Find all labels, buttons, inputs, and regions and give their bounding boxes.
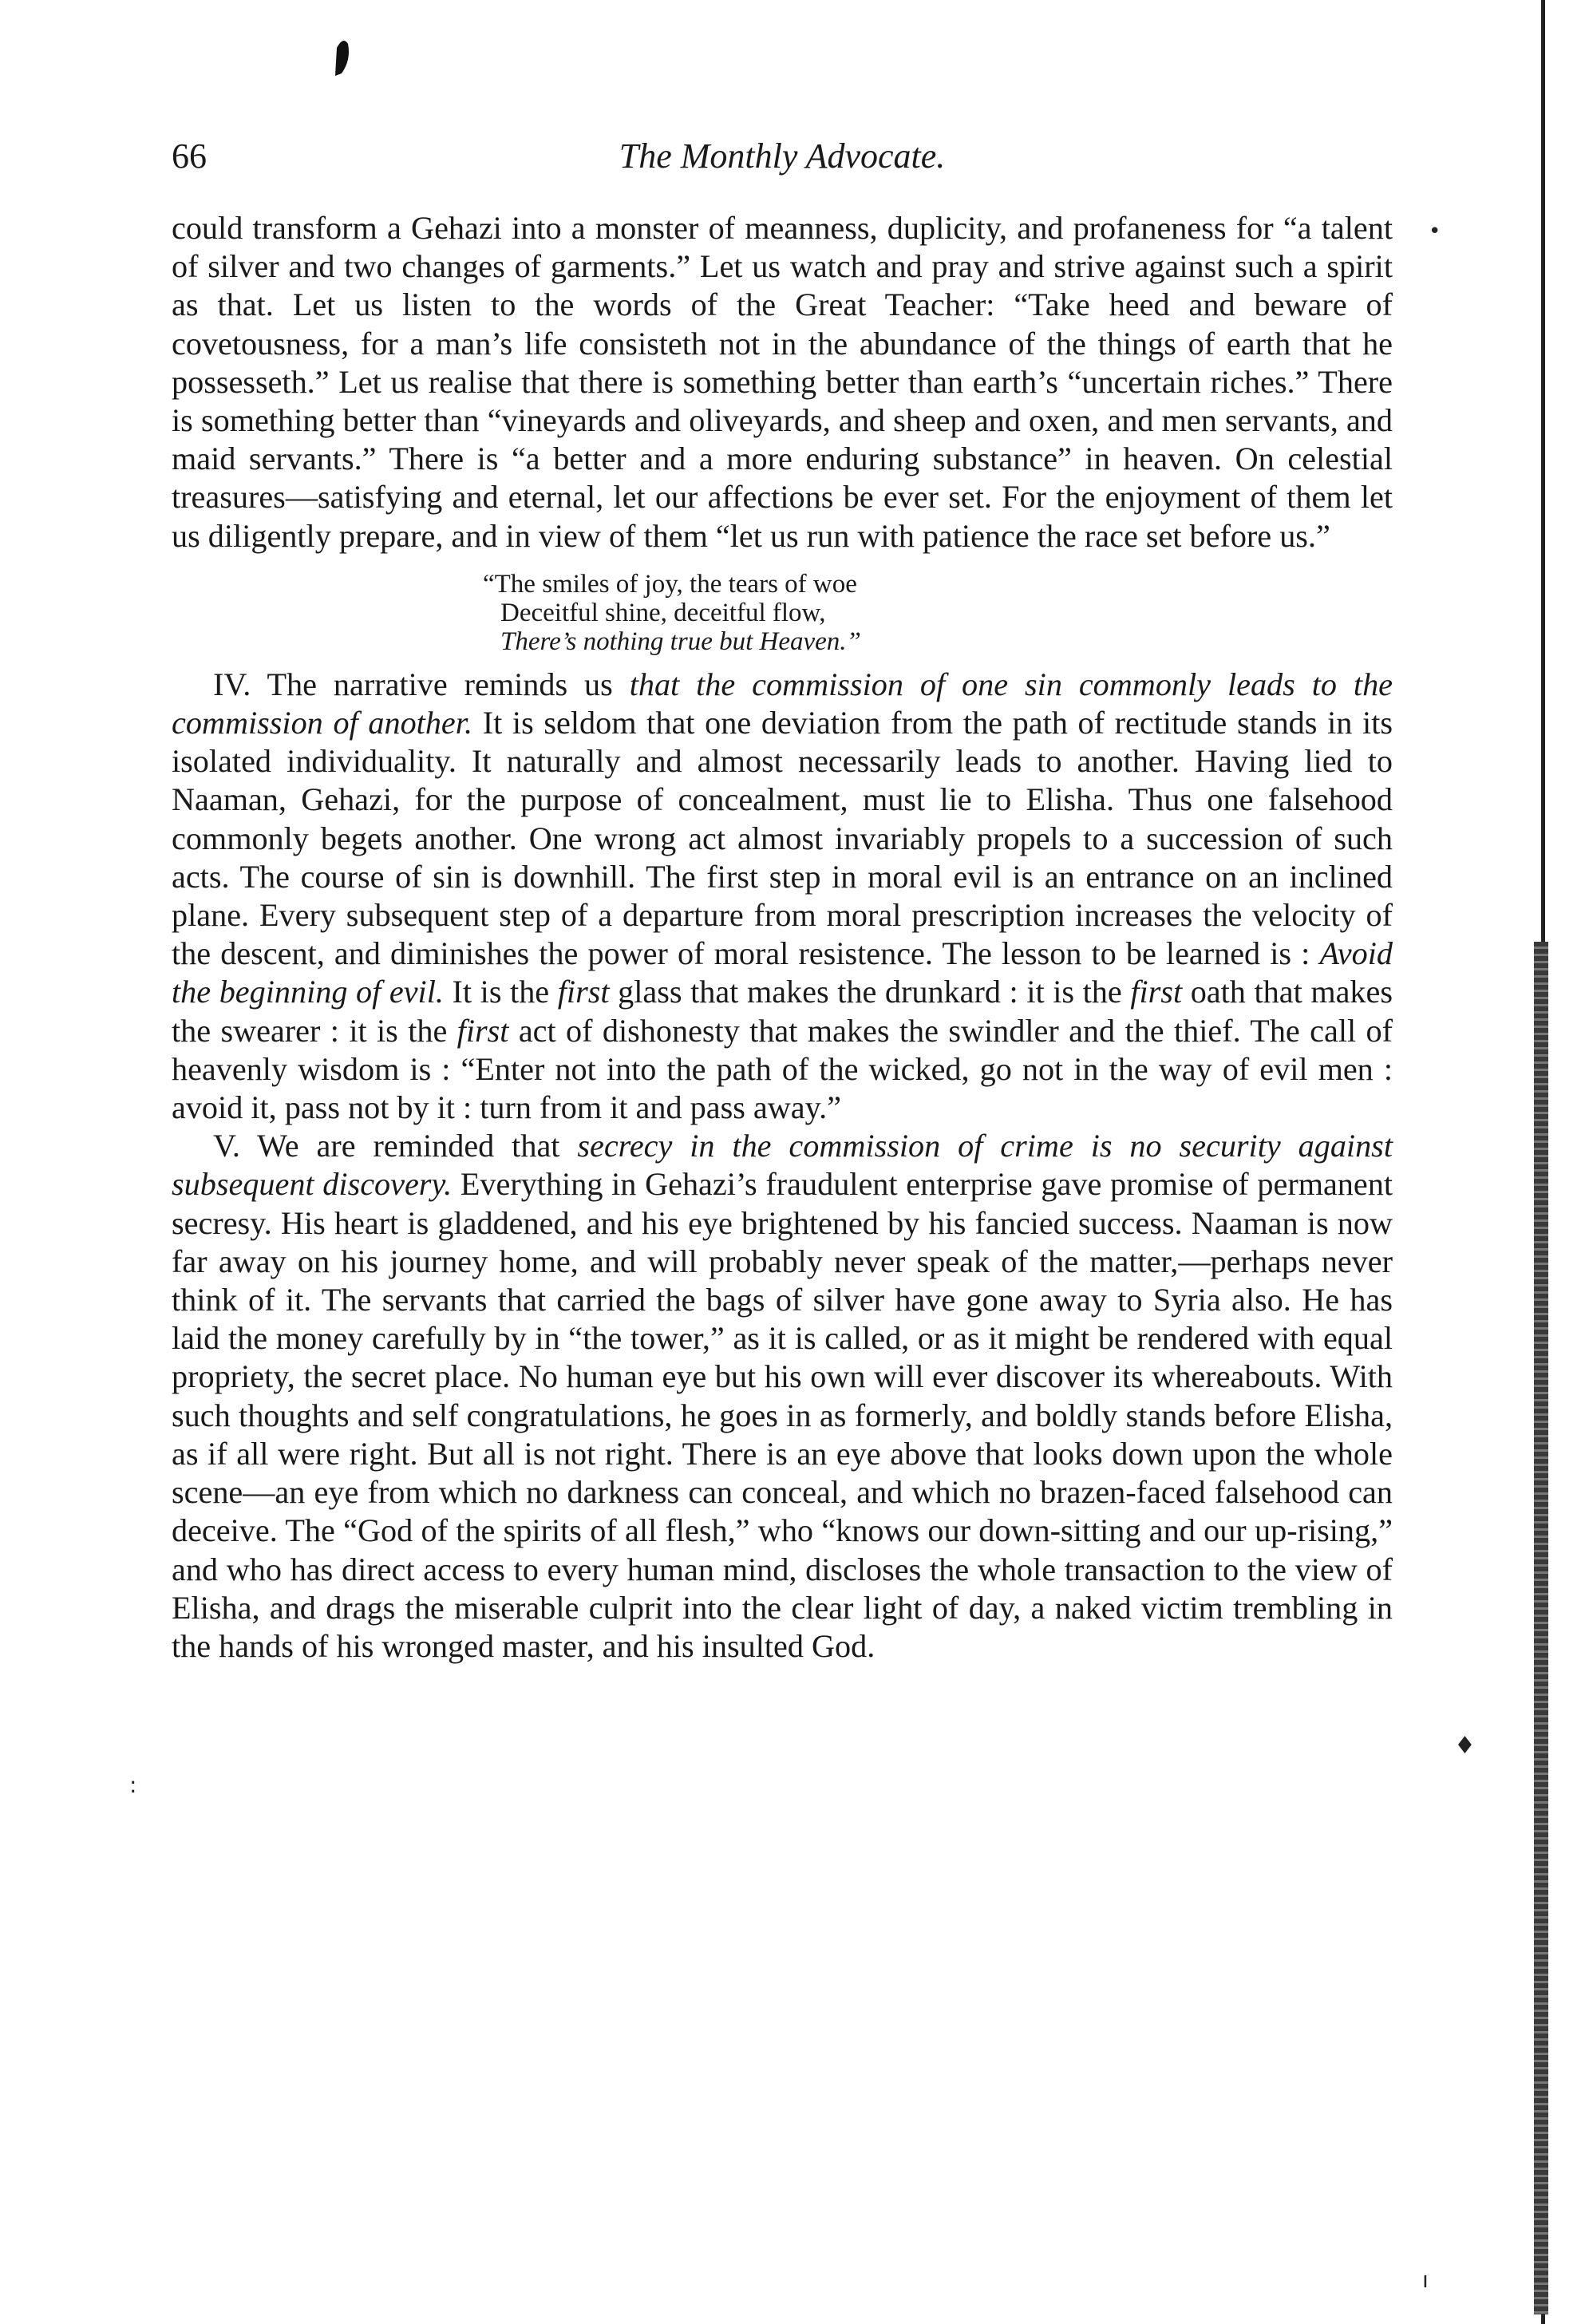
poem-line-3: There’s nothing true but Heaven.” (500, 626, 861, 656)
poem-quotation (483, 570, 1393, 656)
paragraph-section-iv (172, 666, 1393, 1127)
margin-speck: : (129, 1772, 137, 1798)
running-title: The Monthly Advocate. (619, 136, 946, 176)
section-iv-lesson: Avoid the beginning of evil. (172, 935, 1393, 1010)
section-iv-first-b: first (1130, 974, 1183, 1010)
section-iv-first-a: first (557, 974, 610, 1010)
section-iv-text-d: act of dishonesty that makes the swindler and the thief. The call of heavenly wisdom is : “Enter not into the path of the wicked, go not in the way of evil men : avoid it, pass not by it : turn from it and pass away.” (172, 1012, 1393, 1126)
section-v-thesis: secrecy in the commission of crime is no security against subsequent discovery. (172, 1128, 1393, 1203)
margin-speck: ı (1422, 2267, 1429, 2293)
margin-speck: • (1429, 219, 1441, 243)
paragraph-covetousness: could transform a Gehazi into a monster of meanness, duplicity, and profaneness for “a talent of silver and two changes of garments.” Let us watch and pray and strive against such a spirit as that. Let us listen to the words of the Great Teacher: “Take heed and beware of covetousness, for a man’s life consisteth not in the abundance of the things of earth that he possesseth.” Let us realise that there is something better than earth’s “uncertain riches.” There is something better than “vineyards and oliveyards, and sheep and oxen, and men servants, and maid servants.” There is “a better and a more enduring substance” in heaven. On celestial treasures—satisfying and eternal, let our affections be ever set. For the enjoyment of them let us diligently prepare, and in view of them “let us run with patience the race set before us.” (172, 210, 1393, 554)
ink-blot-mark (327, 32, 351, 80)
margin-speck: ♦ (1454, 1732, 1476, 1760)
section-iv-text-c: oath that makes the swearer : it is the (172, 974, 1393, 1049)
section-v-lead: V. We are reminded that (213, 1128, 578, 1164)
poem-line-1: “The smiles of joy, the tears of woe (483, 569, 857, 599)
page-number: 66 (172, 136, 207, 176)
paragraph-section-v (172, 1127, 1393, 1666)
section-iv-text-a: It is the (443, 974, 558, 1010)
section-iv-thesis: that the commission of one sin commonly leads to the commission of another. (172, 666, 1393, 741)
section-v-body: Everything in Gehazi’s fraudulent enterprise gave promise of permanent secresy. His heart is gladdened, and his eye brightened by his fancied success. Naaman is now far away on his journey home, and will probably never speak of the matter,—perhaps never think of it. The servants that carried the bags of silver have gone away to Syria also. He has laid the money carefully by in “the tower,” as it is called, or as it might be rendered with equal propriety, the secret place. No human eye but his own will ever discover its whereabouts. With such thoughts and self congratulations, he goes in as formerly, and boldly stands before Elisha, as if all were right. But all is not right. There is an eye above that looks down upon the whole scene—an eye from which no darkness can conceal, and which no brazen-faced falsehood can deceive. The “God of the spirits of all flesh,” who “knows our down-sitting and our up-rising,” and who has direct access to every human mind, discloses the whole transaction to the view of Elisha, and drags the miserable culprit into the clear light of day, a naked victim trembling in the hands of his wronged master, and his insulted God. (172, 1166, 1393, 1664)
binding-edge-shadow (1534, 942, 1548, 2314)
body-text (172, 209, 1393, 1666)
page-header (172, 136, 1393, 184)
section-iv-lead: IV. The narrative reminds us (213, 666, 630, 702)
section-iv-first-c: first (457, 1012, 509, 1049)
section-iv-text-b: glass that makes the drunkard : it is the (609, 974, 1131, 1010)
poem-line-2: Deceitful shine, deceitful flow, (500, 598, 826, 627)
section-iv-body: It is seldom that one deviation from the path of rectitude stands in its isolated individuality. It naturally and almost necessarily leads to another. Having lied to Naaman, Gehazi, for the purpose of concealment, must lie to Elisha. Thus one falsehood commonly begets another. One wrong act almost invariably propels to a succession of such acts. The course of sin is downhill. The first step in moral evil is an entrance on an inclined plane. Every subsequent step of a departure from moral prescription increases the velocity of the descent, and diminishes the power of moral resistence. The lesson to be learned is : (172, 705, 1393, 972)
